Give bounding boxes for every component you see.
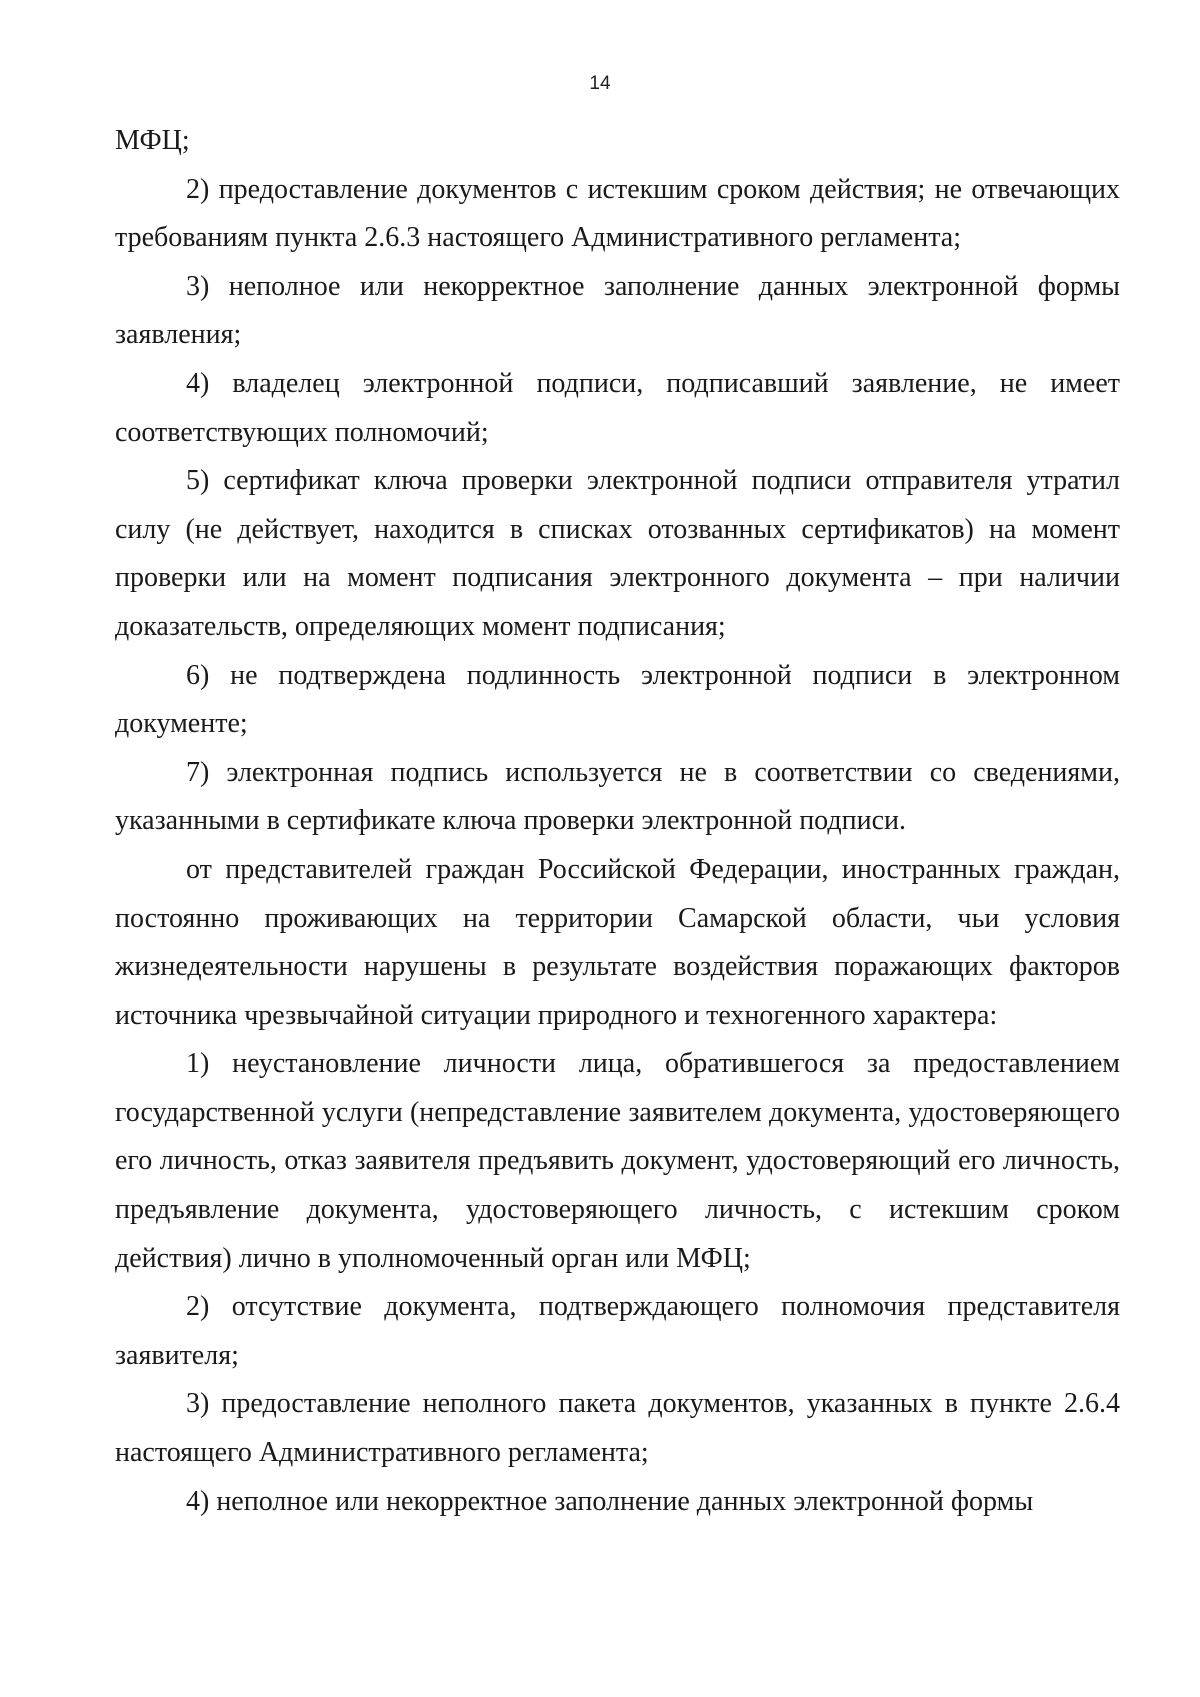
paragraph-rep-item-1-identity: 1) неустановление личности лица, обратившегося за предоставлением государственной услуги (непредставление заявителем документа, удостоверяющего его личность, отказ заявителя предъявить документ, удостоверяющий его личность, предъявление документа, удостоверяющего личность, с истекшим сроком действия) лично в уполномоченный орган или МФЦ;	[115, 1048, 1120, 1274]
page-number: 14	[589, 73, 611, 94]
document-body	[115, 117, 1120, 1526]
paragraph-rep-item-4-incomplete-form: 4) неполное или некорректное заполнение данных электронной формы	[186, 1485, 1034, 1517]
paragraph-item-2-expired-documents: 2) предоставление документов с истекшим сроком действия; не отвечающих требованиям пункта 2.6.3 настоящего Административного регламента;	[115, 173, 1120, 254]
paragraph-continuation-mfc: МФЦ;	[115, 125, 190, 156]
paragraph-rep-item-3-incomplete-package: 3) предоставление неполного пакета документов, указанных в пункте 2.6.4 настоящего Административного регламента;	[115, 1388, 1120, 1469]
paragraph-item-4-signature-owner: 4) владелец электронной подписи, подписавший заявление, не имеет соответствующих полномочий;	[115, 367, 1120, 448]
paragraph-item-3-incomplete-form: 3) неполное или некорректное заполнение данных электронной формы заявления;	[115, 270, 1120, 351]
paragraph-item-6-signature-authenticity: 6) не подтверждена подлинность электронной подписи в электронном документе;	[115, 659, 1120, 740]
paragraph-representatives-intro: от представителей граждан Российской Федерации, иностранных граждан, постоянно проживающих на территории Самарской области, чьи условия жизнедеятельности нарушены в результате воздействия поражающих факторов источника чрезвычайной ситуации природного и техногенного характера:	[115, 853, 1120, 1031]
paragraph-rep-item-2-authority: 2) отсутствие документа, подтверждающего полномочия представителя заявителя;	[115, 1291, 1120, 1371]
paragraph-item-5-certificate-invalid: 5) сертификат ключа проверки электронной подписи отправителя утратил силу (не действует, находится в списках отозванных сертификатов) на момент проверки или на момент подписания электронного документа – при наличии доказательств, определяющих момент подписания;	[115, 465, 1120, 642]
paragraph-item-7-signature-mismatch: 7) электронная подпись используется не в соответствии со сведениями, указанными в сертификате ключа проверки электронной подписи.	[115, 756, 1120, 837]
